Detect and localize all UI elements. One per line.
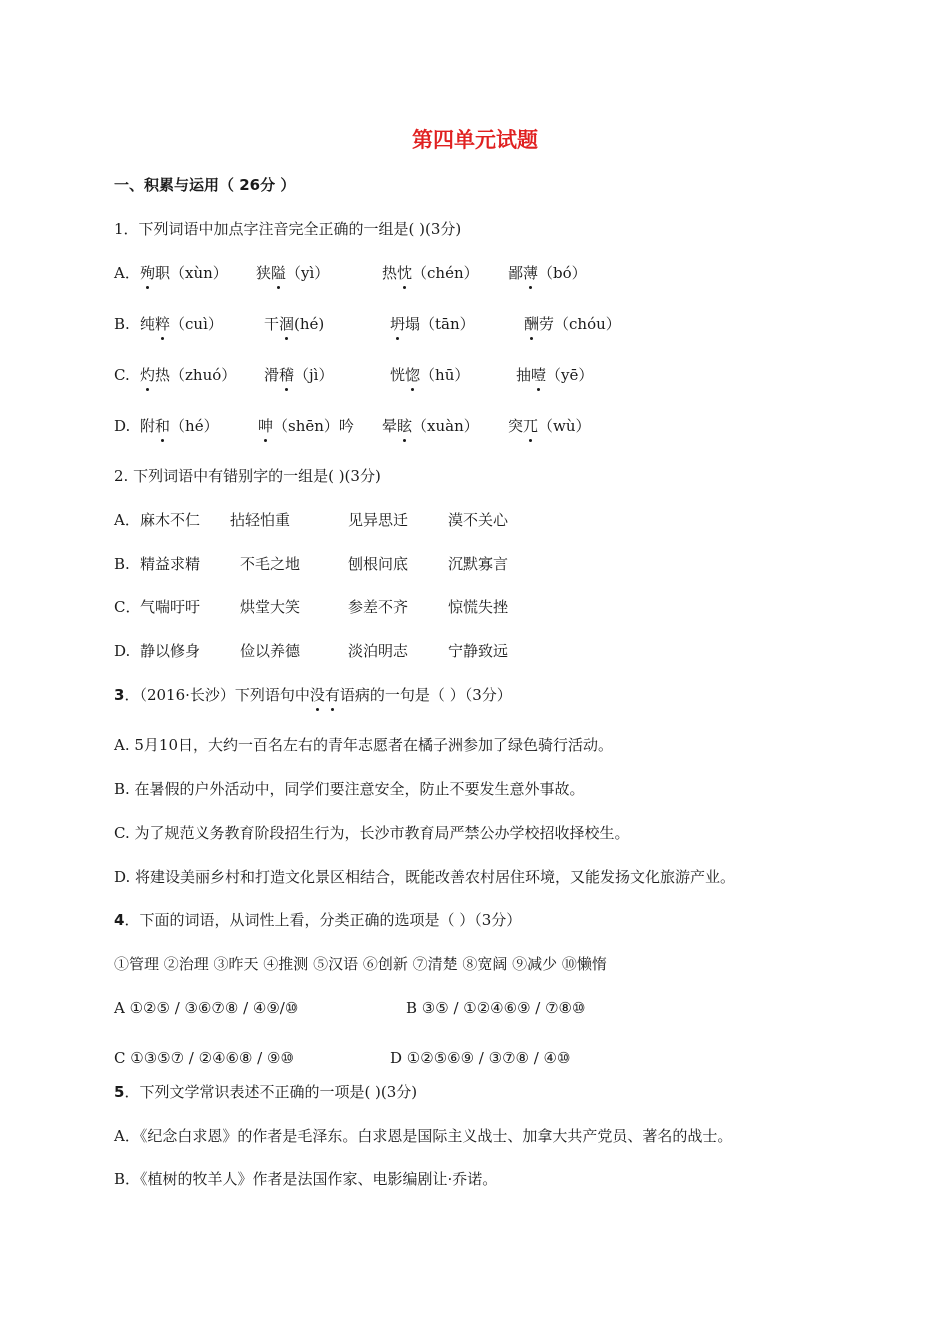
question-3-option-c: C. 为了规范义务教育阶段招生行为，长沙市教育局严禁公办学校招收择校生。	[114, 824, 630, 842]
question-5-option-b: B．《植树的牧羊人》作者是法国作家、电影编剧让·乔诺。	[114, 1170, 498, 1188]
question-2-option-a: A．麻木不仁 拈轻怕重 见异思迁 漠不关心	[114, 511, 509, 529]
question-4-word-list: ①管理 ②治理 ③昨天 ④推测 ⑤汉语 ⑥创新 ⑦清楚 ⑧宽阔 ⑨减少 ⑩懒惰	[114, 955, 607, 973]
question-3-stem: 3．（2016·长沙）下列语句中没有语病的一句是（ ）（3分）	[114, 686, 512, 704]
question-1-stem: 1．下列词语中加点字注音完全正确的一组是( )(3分)	[114, 220, 462, 238]
question-2-option-d: D. 静以修身 俭以养德 淡泊明志 宁静致远	[114, 642, 509, 660]
question-4-options-ab: A ①②⑤ / ③⑥⑦⑧ / ④⑨/⑩ B ③⑤ / ①②④⑥⑨ / ⑦⑧⑩	[114, 999, 586, 1017]
question-5-stem: 5．下列文学常识表述不正确的一项是( )(3分)	[114, 1083, 418, 1101]
question-3-option-d: D. 将建设美丽乡村和打造文化景区相结合，既能改善农村居住环境，又能发扬文化旅游产业。	[114, 868, 736, 886]
question-4-options-cd: C ①③⑤⑦ / ②④⑥⑧ / ⑨⑩ D ①②⑤⑥⑨ / ③⑦⑧ / ④⑩	[114, 1049, 571, 1067]
question-1-option-b: B. 纯粹（cuì） 干涸(hé) 坍塌（tān） 酬劳（chóu）	[114, 315, 621, 333]
page-title: 第四单元试题	[412, 128, 538, 152]
question-2-option-c: C．气喘吁吁 烘堂大笑 参差不齐 惊慌失挫	[114, 598, 509, 616]
question-1-option-c: C. 灼热（zhuó） 滑稽（jì） 恍惚（hū） 抽噎（yē）	[114, 366, 594, 384]
question-3-option-b: B. 在暑假的户外活动中，同学们要注意安全，防止不要发生意外事故。	[114, 780, 585, 798]
question-2-stem: 2. 下列词语中有错别字的一组是( )(3分)	[114, 467, 381, 485]
question-2-option-b: B. 精益求精 不毛之地 刨根问底 沉默寡言	[114, 555, 509, 573]
question-4-stem: 4．下面的词语，从词性上看，分类正确的选项是（ ）（3分）	[114, 911, 522, 929]
question-1-option-a: A．殉职（xùn） 狭隘（yì） 热忱（chén） 鄙薄（bó）	[114, 264, 587, 282]
section-heading: 一、积累与运用（ 26分 ）	[114, 176, 296, 194]
question-3-option-a: A. 5月10日，大约一百名左右的青年志愿者在橘子洲参加了绿色骑行活动。	[114, 736, 614, 754]
question-1-option-d: D. 附和（hé） 呻（shēn）吟 晕眩（xuàn） 突兀（wù）	[114, 417, 591, 435]
question-5-option-a: A．《纪念白求恩》的作者是毛泽东。白求恩是国际主义战士、加拿大共产党员、著名的战士。	[114, 1127, 733, 1145]
